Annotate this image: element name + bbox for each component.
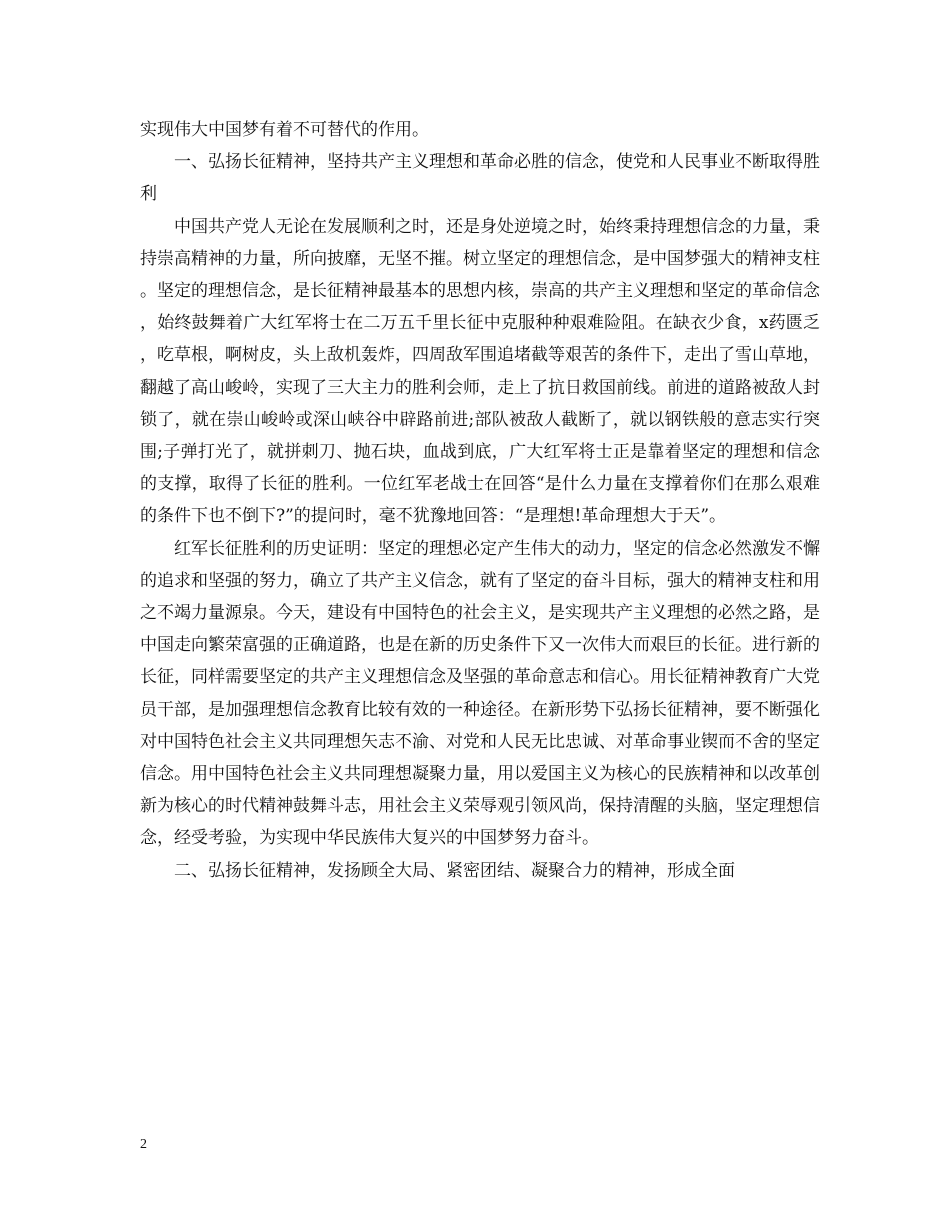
- page-number: 2: [140, 1137, 147, 1152]
- section-heading-two: 二、弘扬长征精神，发扬顾全大局、紧密团结、凝聚合力的精神，形成全面: [174, 860, 735, 881]
- document-body: [140, 114, 820, 887]
- paragraph-continued: 实现伟大中国梦有着不可替代的作用。: [140, 120, 429, 140]
- paragraph-ideals-belief: 中国共产党人无论在发展顺利之时，还是身处逆境之时，始终秉持理想信念的力量，秉持崇高精神的力量，所向披靡，无坚不摧。树立坚定的理想信念，是中国梦强大的精神支柱。坚定的理想信念，是长征精神最基本的思想内核，崇高的共产主义理想和坚定的革命信念，始终鼓舞着广大红军将士在二万五千里长征中克服种种艰难险阻。在缺衣少食，x药匮乏，吃草根，啊树皮，头上敌机轰炸，四周敌军围追堵截等艰苦的条件下，走出了雪山草地，翻越了高山峻岭，实现了三大主力的胜利会师，走上了抗日救国前线。前进的道路被敌人封锁了，就在崇山峻岭或深山峡谷中辟路前进;部队被敌人截断了，就以钢铁般的意志实行突围;子弹打光了，就拼刺刀、抛石块，血战到底，广大红军将士正是靠着坚定的理想和信念的支撑，取得了长征的胜利。一位红军老战士在回答“是什么力量在支撑着你们在那么艰难的条件下也不倒下?”的提问时，毫不犹豫地回答：“是理想!革命理想大于天”。: [140, 216, 820, 527]
- section-heading-one: 一、弘扬长征精神，坚持共产主义理想和革命必胜的信念，使党和人民事业不断取得胜利: [140, 152, 820, 205]
- paragraph-historical-proof: 红军长征胜利的历史证明：坚定的理想必定产生伟大的动力，坚定的信念必然激发不懈的追求和坚强的努力，确立了共产主义信念，就有了坚定的奋斗目标，强大的精神支柱和用之不竭力量源泉。今天，建设有中国特色的社会主义，是实现共产主义理想的必然之路，是中国走向繁荣富强的正确道路，也是在新的历史条件下又一次伟大而艰巨的长征。进行新的长征，同样需要坚定的共产主义理想信念及坚强的革命意志和信心。用长征精神教育广大党员干部，是加强理想信念教育比较有效的一种途径。在新形势下弘扬长征精神，要不断强化对中国特色社会主义共同理想矢志不渝、对党和人民无比忠诚、对革命事业锲而不舍的坚定信念。用中国特色社会主义共同理想凝聚力量，用以爱国主义为核心的民族精神和以改革创新为核心的时代精神鼓舞斗志，用社会主义荣辱观引领风尚，保持清醒的头脑，坚定理想信念，经受考验，为实现中华民族伟大复兴的中国梦努力奋斗。: [140, 538, 820, 849]
